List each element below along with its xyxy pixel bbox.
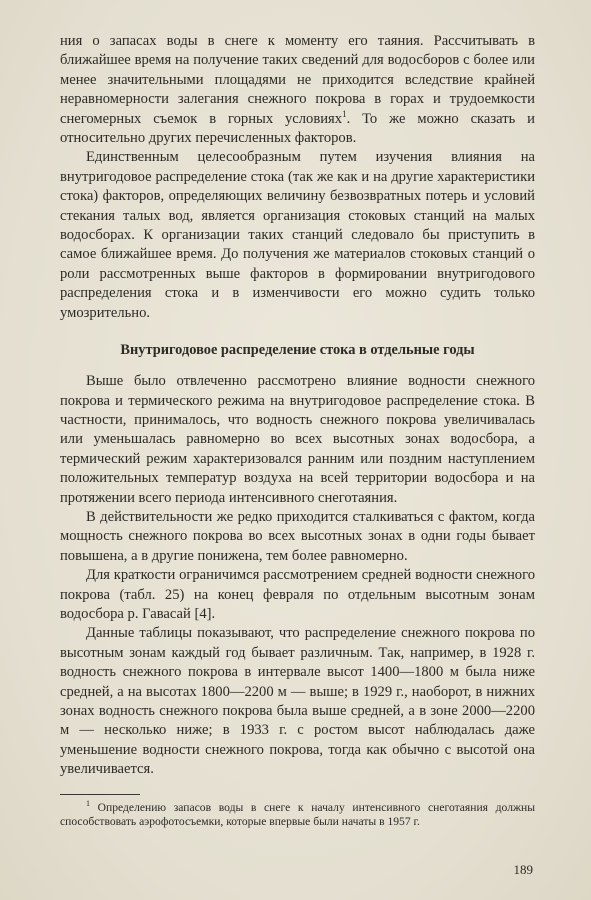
paragraph: В действительности же редко приходится сталкиваться с фактом, когда мощность снежного покрова во всех высотных зонах в одни годы бывает повышена, а в другие понижена, тем более равномерно.	[60, 508, 535, 564]
paragraph: Выше было отвлеченно рассмотрено влияние водности снежного покрова и термического режима на внутригодовое распределение стока. В частности, принималось, что водность снежного покрова увеличивалась или уменьшалась равномерно во всех высотных зонах водосбора, а термический режим характеризовался ранним или поздним наступлением положительных температур воздуха на всей территории водосбора и на протяжении всего периода интенсивного снеготаяния.	[60, 373, 535, 506]
paragraph: Единственным целесообразным путем изучения влияния на внутригодовое распределение стока (так же как и на другие характеристики стока) факторов, определяющих величину безвозвратных потерь и условий стекания талых вод, является организация стоковых станций на малых водосборах. К организации таких станций следовало бы приступить в самое ближайшее время. До получения же материалов стоковых станций о роли рассмотренных выше факторов в формировании внутригодового распределения стока и в изменчивости его можно судить только умозрительно.	[60, 149, 535, 321]
paragraph-continued	[60, 32, 535, 148]
footnote-text: Определению запасов воды в снеге к началу интенсивного снеготаяния должны способствовать аэрофотосъемки, которые впервые были начаты в 1957 г.	[60, 800, 535, 829]
footnote-number: 1	[86, 798, 90, 808]
paragraph: Для краткости ограничимся рассмотрением средней водности снежного покрова (табл. 25) на конец февраля по отдельным высотным зонам водосбора р. Гавасай [4].	[60, 567, 535, 622]
page-number: 189	[513, 862, 533, 877]
paragraph-text: . То же можно сказать и относительно других перечисленных факторов.	[60, 110, 535, 147]
section-heading: Внутригодовое распределение стока в отдельные годы	[120, 342, 475, 359]
paragraph-text: ния о запасах воды в снеге к моменту его таяния. Рассчитывать в ближайшее время на получение таких сведений для водосборов с более или менее значительными площадями не приходится вследствие крайней неравномерности залегания снежного покрова в горах и трудоемкости снегомерных съемок в горных условиях	[60, 33, 535, 127]
footnote-divider	[60, 794, 140, 795]
footnote	[60, 798, 535, 830]
footnote-reference[interactable]: 1	[342, 108, 347, 119]
paragraph: Данные таблицы показывают, что распределение снежного покрова по высотным зонам каждый год бывает различным. Так, например, в 1928 г. водность снежного покрова в интервале высот 1400—1800 м была ниже средней, а на высотах 1800—2200 м — выше; в 1929 г., наоборот, в нижних зонах водность снежного покрова была выше средней, а в зоне 2000—2200 м — несколько ниже; в 1933 г. с ростом высот наблюдалась даже уменьшение водности снежного покрова, тогда как обычно с высотой она увеличивается.	[60, 625, 535, 778]
